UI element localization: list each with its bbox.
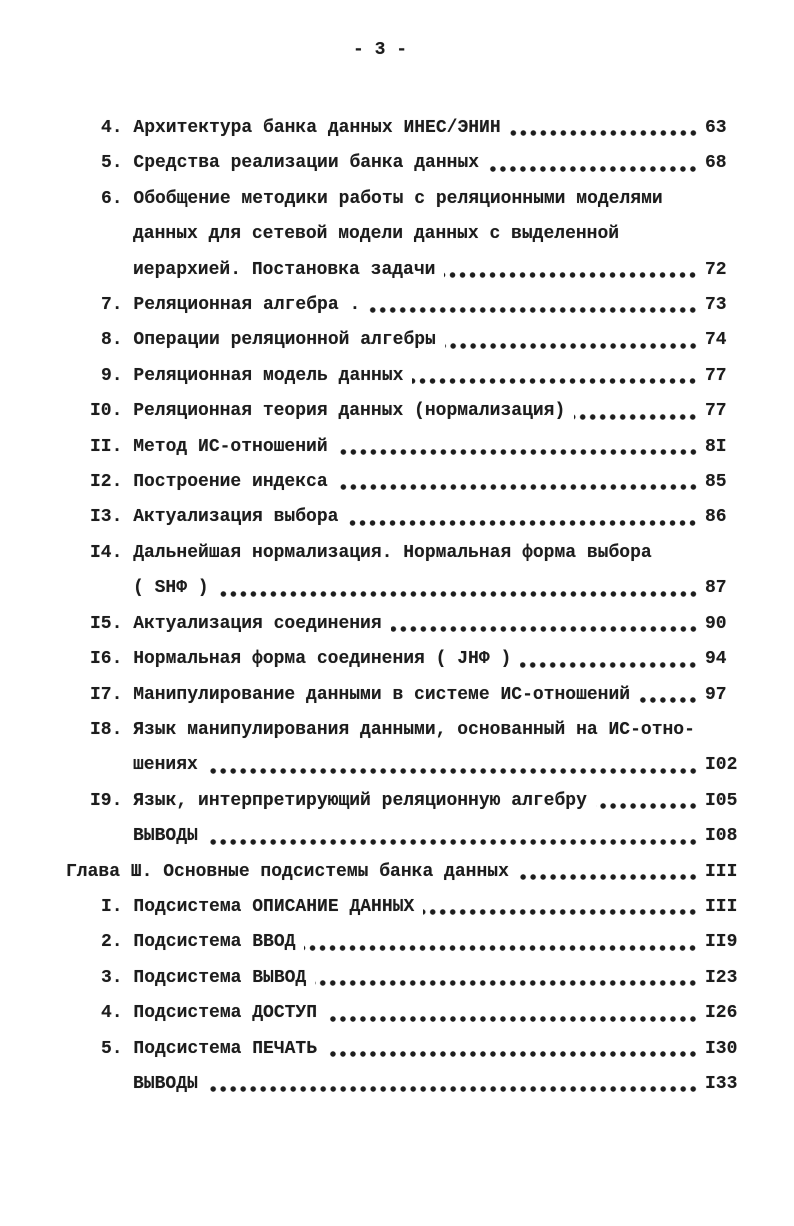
page-number: 8I [705, 436, 727, 457]
toc-entry-text: 8. Операции реляционной алгебры [101, 330, 436, 351]
dot-leader [444, 271, 698, 279]
dot-leader [518, 873, 698, 881]
page-number: I26 [705, 1003, 738, 1024]
toc-entry-text: I. Подсистема ОПИСАНИЕ ДАННЫХ [101, 896, 415, 917]
dot-leader [369, 306, 698, 314]
toc-entry-text: II. Метод ИС-отношений [90, 436, 328, 457]
page-number: 87 [705, 578, 727, 599]
toc-entry-text: I7. Манипулирование данными в системе ИС-отношений [90, 684, 631, 705]
toc-entry-text: Глава Ш. Основные подсистемы банка данных [66, 861, 509, 882]
toc-row [0, 819, 794, 854]
toc-row [0, 784, 794, 819]
toc-row [0, 536, 794, 571]
toc-entry-text: ВЫВОДЫ [133, 826, 198, 847]
toc-entry-text: I8. Язык манипулирования данными, основанный на ИС-отно- [90, 719, 695, 740]
toc-entry-text: шениях [133, 755, 198, 776]
toc-row [0, 925, 794, 960]
dot-leader [315, 979, 698, 987]
toc-row [0, 890, 794, 925]
toc-row [0, 288, 794, 323]
dot-leader [639, 696, 698, 704]
page-number: I02 [705, 755, 738, 776]
dot-leader [445, 342, 698, 350]
page-number: 77 [705, 401, 727, 422]
toc-row [0, 996, 794, 1031]
toc-row [0, 500, 794, 535]
toc-row [0, 394, 794, 429]
toc-entry-text: 3. Подсистема ВЫВОД [101, 967, 307, 988]
toc-entry-text: 2. Подсистема ВВОД [101, 932, 296, 953]
toc-entry-text: 4. Подсистема ДОСТУП [101, 1003, 318, 1024]
page-number: 63 [705, 118, 727, 138]
toc-row [0, 323, 794, 358]
toc-entry-text: ВЫВОДЫ [133, 1073, 198, 1094]
dot-leader [218, 590, 698, 598]
toc-entry-text: I4. Дальнейшая нормализация. Нормальная форма выбора [90, 542, 652, 563]
page-number: 72 [705, 259, 727, 280]
toc-entry-text: иерархией. Постановка задачи [133, 259, 436, 280]
dot-leader [326, 1050, 698, 1058]
dot-leader [423, 908, 698, 916]
dot-leader [337, 483, 698, 491]
page-number-header: - 3 - [353, 40, 408, 60]
toc-entry-text: I2. Построение индекса [90, 472, 328, 493]
page-number: I30 [705, 1038, 738, 1059]
toc-entry-text: 4. Архитектура банка данных ИНЕС/ЭНИН [101, 118, 501, 138]
dot-leader [391, 625, 698, 633]
toc-row [0, 217, 794, 252]
page-number: 73 [705, 295, 727, 316]
dot-leader [488, 165, 698, 173]
toc-row [0, 253, 794, 288]
dot-leader [596, 802, 698, 810]
toc-row [0, 359, 794, 394]
dot-leader [347, 519, 698, 527]
toc-row [0, 678, 794, 713]
dot-leader [510, 129, 698, 137]
page-number: 94 [705, 649, 727, 670]
page-number: 77 [705, 365, 727, 386]
dot-leader [337, 448, 698, 456]
toc-row [0, 430, 794, 465]
dot-leader [574, 413, 698, 421]
table-of-contents [0, 111, 794, 1102]
toc-entry-text: I5. Актуализация соединения [90, 613, 382, 634]
page-number: 74 [705, 330, 727, 351]
page-number: III [705, 896, 738, 917]
toc-entry-text: 5. Средства реализации банка данных [101, 153, 480, 174]
page-number: 86 [705, 507, 727, 528]
dot-leader [412, 377, 698, 385]
page-number: 68 [705, 153, 727, 174]
toc-row [0, 1067, 794, 1102]
toc-row [0, 1032, 794, 1067]
page-number: 90 [705, 613, 727, 634]
toc-entry-text: I6. Нормальная форма соединения ( JНФ ) [90, 649, 512, 670]
toc-row [0, 748, 794, 783]
dot-leader [520, 661, 698, 669]
page-number: I08 [705, 826, 738, 847]
toc-entry-text: 6. Обобщение методики работы с реляционными моделями [101, 188, 663, 209]
dot-leader [207, 1085, 698, 1093]
toc-row [0, 182, 794, 217]
toc-entry-text: I0. Реляционная теория данных (нормализация) [90, 401, 566, 422]
toc-row [0, 465, 794, 500]
page-number: 97 [705, 684, 727, 705]
dot-leader [207, 838, 698, 846]
page-number: I23 [705, 967, 738, 988]
page-number: II9 [705, 932, 738, 953]
toc-entry-text: 5. Подсистема ПЕЧАТЬ [101, 1038, 318, 1059]
toc-entry-text: I3. Актуализация выбора [90, 507, 339, 528]
toc-entry-text: данных для сетевой модели данных с выделенной [133, 224, 620, 245]
toc-row [0, 713, 794, 748]
dot-leader [207, 767, 698, 775]
toc-entry-text: 7. Реляционная алгебра . [101, 295, 361, 316]
toc-row [0, 855, 794, 890]
dot-leader [304, 944, 698, 952]
toc-entry-text: 9. Реляционная модель данных [101, 365, 404, 386]
page-number: 85 [705, 472, 727, 493]
toc-entry-text: ( SНФ ) [133, 578, 209, 599]
toc-row [0, 961, 794, 996]
page-number: I33 [705, 1073, 738, 1094]
toc-row [0, 571, 794, 606]
dot-leader [326, 1015, 698, 1023]
toc-row [0, 146, 794, 181]
toc-row [0, 642, 794, 677]
page-number: III [705, 861, 738, 882]
toc-entry-text: I9. Язык, интерпретирующий реляционную алгебру [90, 790, 587, 811]
page-number: I05 [705, 790, 738, 811]
toc-row [0, 607, 794, 642]
toc-row [0, 111, 794, 146]
